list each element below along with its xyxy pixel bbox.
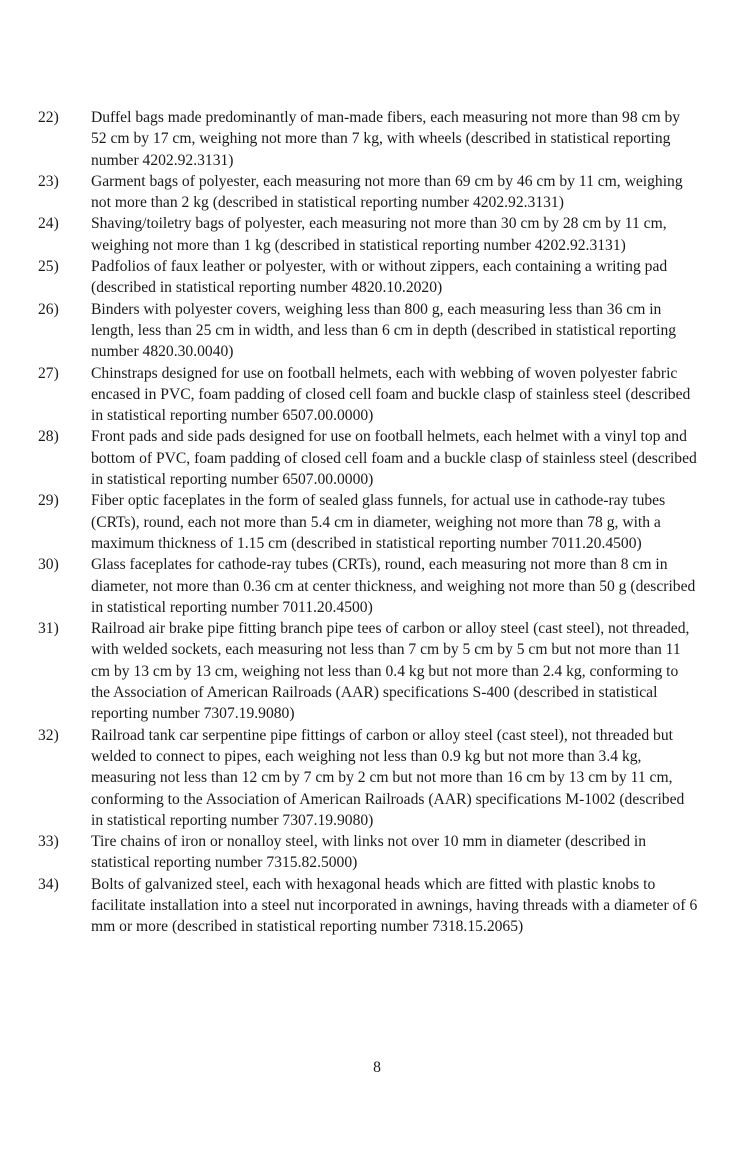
list-item (38, 171, 698, 214)
list-item (38, 831, 698, 874)
item-number: 24) (38, 215, 59, 233)
item-number: 30) (38, 556, 59, 574)
list-item (38, 874, 698, 938)
list-item (38, 363, 698, 427)
item-number: 25) (38, 258, 59, 276)
item-text: Railroad air brake pipe fitting branch pipe tees of carbon or alloy steel (cast steel), not threaded, with welded sockets, each measuring not less than 7 cm by 5 cm by 5 cm but not more than 11 cm by 13 cm by 13 cm, weighing not less than 0.4 kg but not more than 2.4 kg, conforming to the Association of American Railroads (AAR) specifications S-400 (described in statistical reporting number 7307.19.9080) (91, 620, 690, 723)
item-text: Railroad tank car serpentine pipe fittings of carbon or alloy steel (cast steel), not threaded but welded to connect to pipes, each weighing not less than 0.9 kg but not more than 3.4 kg, measuring not less than 12 cm by 7 cm by 2 cm but not more than 16 cm by 13 cm by 11 cm, conforming to the Association of American Railroads (AAR) specifications M-1002 (described in statistical reporting number 7307.19.9080) (91, 726, 685, 829)
item-text: Tire chains of iron or nonalloy steel, with links not over 10 mm in diameter (described in statistical reporting number 7315.82.5000) (91, 833, 647, 872)
item-text: Front pads and side pads designed for use on football helmets, each helmet with a vinyl top and bottom of PVC, foam padding of closed cell foam and a buckle clasp of stainless steel (described in statistical reporting number 6507.00.0000) (91, 428, 697, 489)
item-number: 32) (38, 726, 59, 744)
item-number: 29) (38, 492, 59, 510)
item-text: Glass faceplates for cathode-ray tubes (CRTs), round, each measuring not more than 8 cm in diameter, not more than 0.36 cm at center thickness, and weighing not more than 50 g (described in statistical reporting number 7011.20.4500) (91, 556, 696, 616)
list-item (38, 426, 698, 490)
item-number: 26) (38, 300, 59, 318)
list-item (38, 490, 698, 554)
list-item (38, 554, 698, 618)
list-item (38, 299, 698, 363)
item-number: 22) (38, 109, 59, 126)
item-number: 28) (38, 428, 59, 446)
item-text: Padfolios of faux leather or polyester, with or without zippers, each containing a writing pad (described in statistical reporting number 4820.10.2020) (91, 258, 668, 297)
item-number: 33) (38, 833, 59, 851)
list-item (38, 618, 698, 724)
item-number: 31) (38, 620, 59, 638)
item-number: 27) (38, 364, 59, 382)
item-text: Fiber optic faceplates in the form of sealed glass funnels, for actual use in cathode-ray tubes (CRTs), round, each not more than 5.4 cm in diameter, weighing not more than 78 g, with a maximum thickness of 1.15 cm (described in statistical reporting number 7011.20.4500) (91, 492, 666, 552)
page-number: 8 (373, 1059, 381, 1076)
list-item (38, 107, 698, 171)
item-text: Duffel bags made predominantly of man-made fibers, each measuring not more than 98 cm by 52 cm by 17 cm, weighing not more than 7 kg, with wheels (described in statistical reporting number 4202.92.3131) (91, 109, 681, 169)
item-text: Binders with polyester covers, weighing less than 800 g, each measuring less than 36 cm in length, less than 25 cm in width, and less than 6 cm in depth (described in statistical reporting number 4820.30.0040) (91, 300, 677, 361)
item-text: Bolts of galvanized steel, each with hexagonal heads which are fitted with plastic knobs to facilitate installation into a steel nut incorporated in awnings, having threads with a diameter of 6 mm or more (described in statistical reporting number 7318.15.2065) (91, 875, 698, 936)
item-text: Chinstraps designed for use on football helmets, each with webbing of woven polyester fabric encased in PVC, foam padding of closed cell foam and buckle clasp of stainless steel (described in statistical reporting number 6507.00.0000) (91, 364, 691, 425)
list-item (38, 725, 698, 831)
numbered-product-list (38, 107, 698, 938)
item-text: Shaving/toiletry bags of polyester, each measuring not more than 30 cm by 28 cm by 11 cm, weighing not more than 1 kg (described in statistical reporting number 4202.92.3131) (91, 215, 667, 254)
list-item (38, 213, 698, 256)
item-number: 34) (38, 875, 59, 893)
item-text: Garment bags of polyester, each measuring not more than 69 cm by 46 cm by 11 cm, weighing not more than 2 kg (described in statistical reporting number 4202.92.3131) (91, 172, 683, 212)
list-item (38, 256, 698, 299)
item-number: 23) (38, 172, 59, 190)
